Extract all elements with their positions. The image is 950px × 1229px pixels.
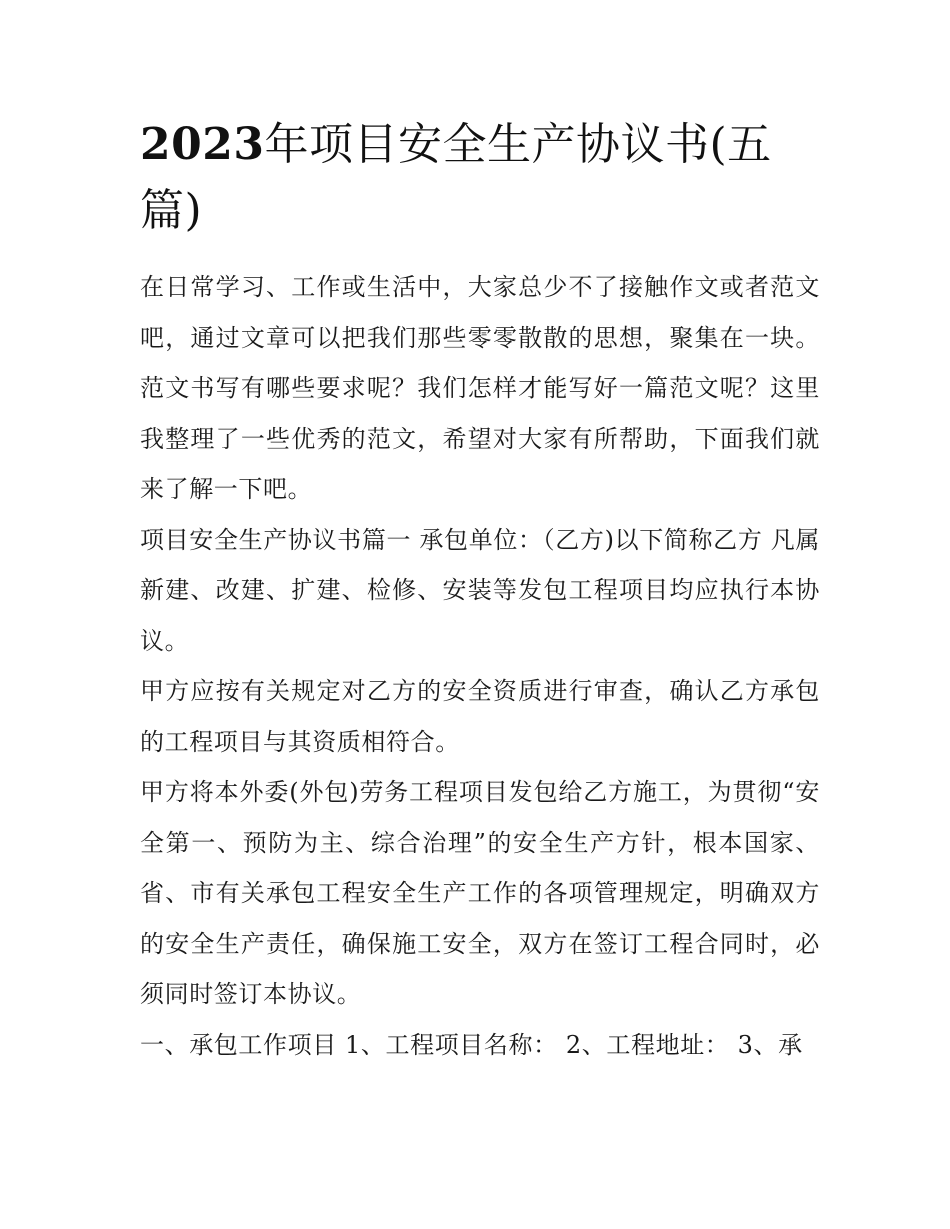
document-title bbox=[140, 112, 820, 244]
intro-paragraph: 在日常学习、工作或生活中，大家总少不了接触作文或者范文吧，通过文章可以把我们那些零零散散的思想，聚集在一块。范文书写有哪些要求呢？我们怎样才能写好一篇范文呢？这里我整理了一些优秀的范文，希望对大家有所帮助，下面我们就来了解一下吧。 bbox=[140, 273, 820, 503]
project-items-paragraph: 一、承包工作项目 1、工程项目名称： 2、工程地址： 3、承 bbox=[140, 1030, 803, 1059]
agreement-paragraph: 项目安全生产协议书篇一 承包单位：（乙方)以下简称乙方 凡属新建、改建、扩建、检修、安装等发包工程项目均应执行本协议。 bbox=[140, 525, 820, 655]
policy-paragraph: 甲方将本外委(外包)劳务工程项目发包给乙方施工，为贯彻“安全第一、预防为主、综合治理”的安全生产方针，根本国家、省、市有关承包工程安全生产工作的各项管理规定，明确双方的安全生产责任，确保施工安全，双方在签订工程合同时，必须同时签订本协议。 bbox=[140, 778, 820, 1008]
document-body bbox=[140, 112, 820, 1070]
title-text: 年项目安全生产协议书(五篇) bbox=[140, 119, 772, 236]
qualification-paragraph: 甲方应按有关规定对乙方的安全资质进行审查，确认乙方承包的工程项目与其资质相符合。 bbox=[140, 677, 820, 756]
title-year: 2023 bbox=[140, 119, 265, 170]
